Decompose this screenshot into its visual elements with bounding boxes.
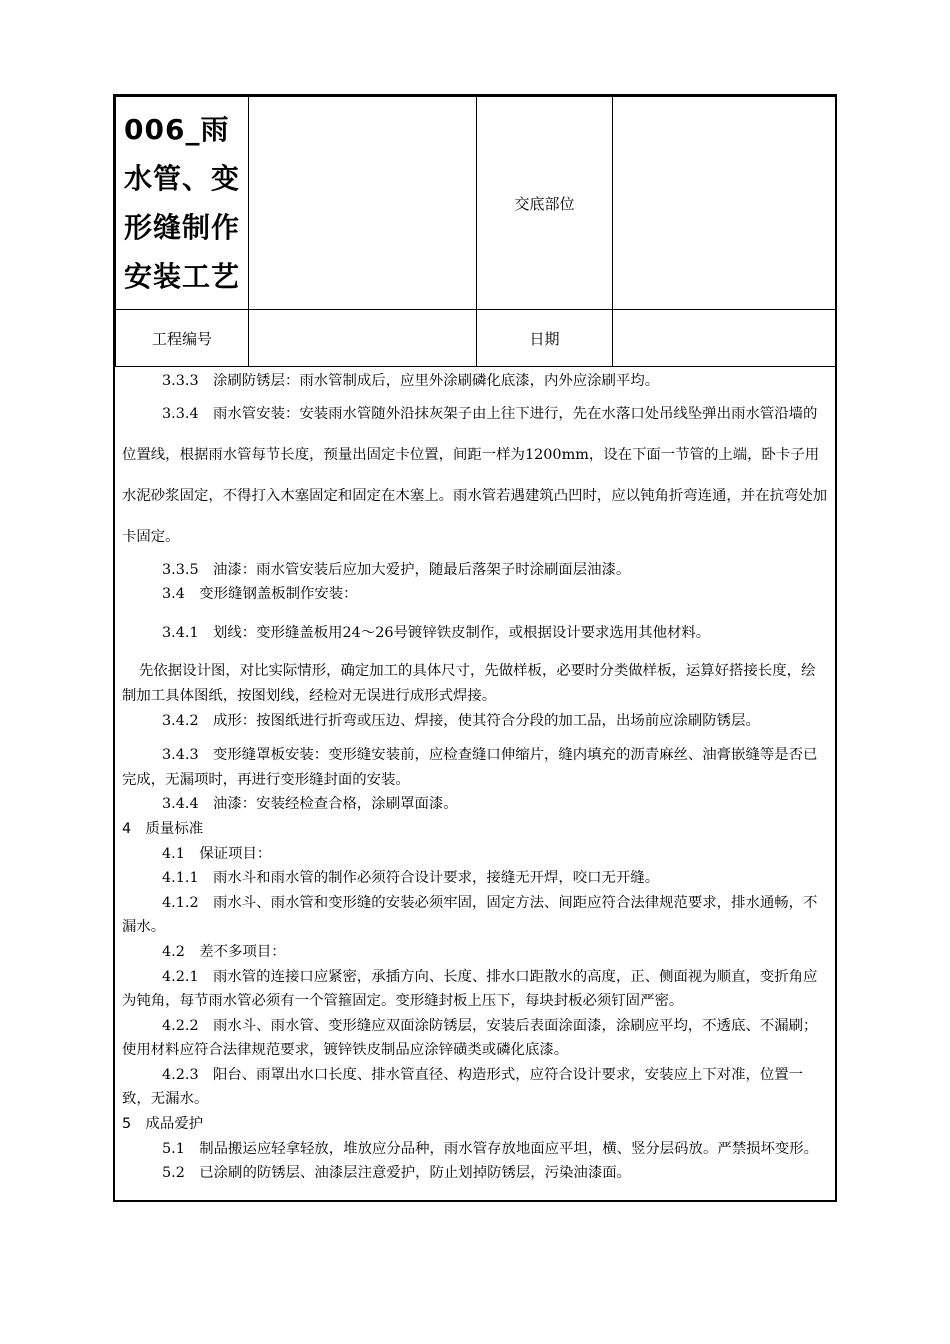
handover-part-value (613, 97, 836, 310)
paragraph: 4.2 差不多项目： (162, 943, 286, 960)
paragraph: 3.3.4 雨水管安装：安装雨水管随外沿抹灰架子由上往下进行，先在水落口处吊线坠弹出雨水管沿墙的位置线，根据雨水管每节长度，预量出固定卡位置，间距一样为1200mm，设在下面一节管的上端，卧卡子用水泥砂浆固定，不得打入木塞固定和固定在木塞上。雨水管若遇建筑凸凹时，应以钝角折弯连通，并在抗弯处加卡固定。 (122, 405, 828, 545)
paragraph: 3.4.4 油漆：安装经检查合格，涂刷罩面漆。 (162, 796, 458, 813)
title-cell (116, 97, 249, 310)
project-number-label: 工程编号 (116, 310, 249, 367)
title-value-cell (249, 97, 477, 310)
paragraph: 3.3.3 涂刷防锈层：雨水管制成后，应里外涂刷磷化底漆，内外应涂刷平均。 (162, 373, 660, 389)
paragraph: 5.2 已涂刷的防锈层、油漆层注意爱护，防止划掉防锈层，污染油漆面。 (162, 1165, 631, 1182)
body-content (115, 367, 835, 1186)
document-title: 006_雨水管、变形缝制作安装工艺 (124, 113, 241, 293)
date-label: 日期 (477, 310, 613, 367)
paragraph: 4.1.1 雨水斗和雨水管的制作必须符合设计要求，接缝无开焊，咬口无开缝。 (162, 870, 660, 887)
paragraph: 5.1 制品搬运应轻拿轻放，堆放应分品种，雨水管存放地面应平坦，横、竖分层码放。严禁损坏变形。 (162, 1140, 819, 1157)
paragraph: 4.2.1 雨水管的连接口应紧密，承插方向、长度、排水口距散水的高度，正、侧面视为顺直，变折角应为钝角，每节雨水管必须有一个管箍固定。变形缝封板上压下，每块封板必须钉固严密。 (122, 968, 818, 1010)
paragraph: 4 质量标准 (122, 820, 204, 837)
paragraph: 3.4.2 成形：按图纸进行折弯或压边、焊接，使其符合分段的加工品，出场前应涂刷防锈层。 (162, 712, 760, 729)
date-value (613, 310, 836, 367)
paragraph: 先依据设计图，对比实际情形，确定加工的具体尺寸，先做样板，必要时分类做样板，运算好搭接长度，绘制加工具体图纸，按图划线，经检对无误进行成形式焊接。 (122, 663, 816, 704)
paragraph: 3.3.5 油漆：雨水管安装后应加大爱护，随最后落架子时涂刷面层油漆。 (162, 561, 631, 578)
header-table (115, 96, 836, 367)
document-frame (113, 94, 837, 1202)
handover-part-label: 交底部位 (477, 97, 613, 310)
paragraph: 4.2.2 雨水斗、雨水管、变形缝应双面涂防锈层，安装后表面涂面漆，涂刷应平均，不透底、不漏刷；使用材料应符合法律规范要求，镀锌铁皮制品应涂锌磺类或磷化底漆。 (122, 1017, 818, 1059)
paragraph: 4.1.2 雨水斗、雨水管和变形缝的安装必须牢固，固定方法、间距应符合法律规范要求，排水通畅，不漏水。 (122, 894, 818, 936)
paragraph: 3.4.1 划线：变形缝盖板用24～26号镀锌铁皮制作，或根据设计要求选用其他材料。 (162, 624, 711, 641)
project-number-value (249, 310, 477, 367)
paragraph: 3.4.3 变形缝罩板安装：变形缝安装前，应检查缝口伸缩片，缝内填充的沥青麻丝、油膏嵌缝等是否已完成，无漏项时，再进行变形缝封面的安装。 (122, 747, 818, 788)
paragraph: 5 成品爱护 (122, 1116, 204, 1133)
paragraph: 3.4 变形缝钢盖板制作安装： (162, 586, 358, 603)
paragraph: 4.2.3 阳台、雨罩出水口长度、排水管直径、构造形式，应符合设计要求，安装应上下对准，位置一致，无漏水。 (122, 1066, 804, 1108)
paragraph: 4.1 保证项目： (162, 845, 272, 862)
